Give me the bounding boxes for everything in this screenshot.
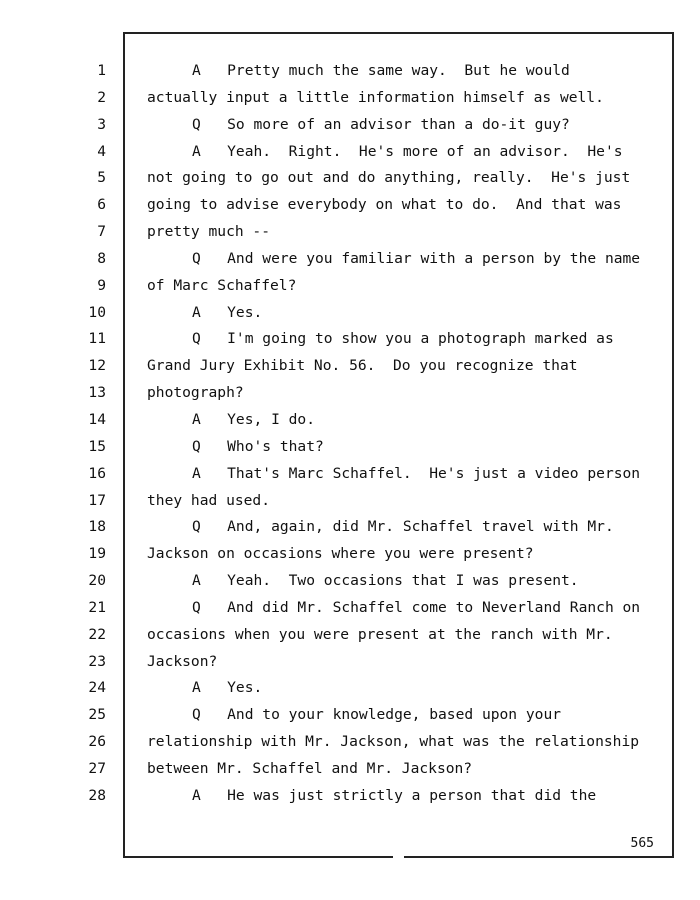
transcript-line: [0, 165, 700, 192]
line-number: 7: [97, 223, 106, 241]
line-text: Q And, again, did Mr. Schaffel travel with Mr.: [192, 518, 614, 536]
line-text: not going to go out and do anything, really. He's just: [147, 169, 631, 187]
line-number: 8: [97, 249, 106, 267]
line-text: relationship with Mr. Jackson, what was the relationship: [147, 733, 640, 751]
line-text: A Yes.: [192, 679, 263, 697]
line-number: 23: [88, 652, 106, 670]
transcript-line: [0, 353, 700, 380]
line-number: 16: [88, 464, 106, 482]
transcript-line: [0, 85, 700, 112]
line-number: 15: [88, 437, 106, 455]
line-text: A That's Marc Schaffel. He's just a video person: [192, 464, 641, 482]
line-number: 14: [88, 410, 106, 428]
transcript-line: [0, 326, 700, 353]
transcript-line: [0, 783, 700, 810]
line-number: 4: [97, 142, 106, 160]
transcript-line: [0, 729, 700, 756]
transcript-line: [0, 219, 700, 246]
transcript-line: [0, 380, 700, 407]
line-text: Q And to your knowledge, based upon your: [192, 706, 562, 724]
line-text: Q I'm going to show you a photograph marked as: [192, 330, 614, 348]
line-number: 6: [97, 196, 106, 214]
line-text: they had used.: [147, 491, 271, 509]
transcript-line: [0, 514, 700, 541]
transcript-line: [0, 675, 700, 702]
transcript-line: [0, 300, 700, 327]
line-text: Grand Jury Exhibit No. 56. Do you recognize that: [147, 357, 578, 375]
line-text: pretty much --: [147, 223, 271, 241]
transcript-lines: [0, 58, 700, 810]
transcript-line: [0, 702, 700, 729]
transcript-line: [0, 58, 700, 85]
line-text: Q Who's that?: [192, 437, 324, 455]
line-number: 5: [97, 169, 106, 187]
page-border-bottom-right: [404, 856, 674, 858]
transcript-line: [0, 649, 700, 676]
line-text: of Marc Schaffel?: [147, 276, 297, 294]
transcript-line: [0, 407, 700, 434]
line-number: 3: [97, 115, 106, 133]
page-border-bottom-left: [123, 856, 393, 858]
transcript-line: [0, 434, 700, 461]
line-number: 10: [88, 303, 106, 321]
transcript-line: [0, 461, 700, 488]
transcript-line: [0, 541, 700, 568]
transcript-line: [0, 273, 700, 300]
line-number: 24: [88, 679, 106, 697]
transcript-line: [0, 756, 700, 783]
line-text: A Yeah. Right. He's more of an advisor. He's: [192, 142, 623, 160]
line-text: Q And did Mr. Schaffel come to Neverland Ranch on: [192, 598, 641, 616]
line-text: Jackson?: [147, 652, 218, 670]
line-text: between Mr. Schaffel and Mr. Jackson?: [147, 759, 473, 777]
line-number: 27: [88, 759, 106, 777]
transcript-line: [0, 139, 700, 166]
line-number: 17: [88, 491, 106, 509]
line-text: photograph?: [147, 384, 244, 402]
transcript-line: [0, 568, 700, 595]
line-number: 18: [88, 518, 106, 536]
line-text: occasions when you were present at the ranch with Mr.: [147, 625, 613, 643]
line-text: going to advise everybody on what to do. And that was: [147, 196, 622, 214]
line-number: 9: [97, 276, 106, 294]
page-border-top: [123, 32, 674, 34]
line-number: 1: [97, 62, 106, 79]
transcript-line: [0, 192, 700, 219]
transcript-line: [0, 595, 700, 622]
line-text: actually input a little information himself as well.: [147, 88, 604, 106]
line-text: A Yes, I do.: [192, 410, 316, 428]
line-number: 11: [88, 330, 106, 348]
transcript-line: [0, 112, 700, 139]
line-text: Q So more of an advisor than a do-it guy?: [192, 115, 570, 133]
line-number: 20: [88, 572, 106, 590]
transcript-line: [0, 622, 700, 649]
line-number: 2: [97, 88, 106, 106]
line-number: 25: [88, 706, 106, 724]
page-number: 565: [630, 836, 654, 851]
line-number: 12: [88, 357, 106, 375]
line-number: 19: [88, 545, 106, 563]
line-number: 28: [88, 786, 106, 804]
line-text: A He was just strictly a person that did the: [192, 786, 597, 804]
transcript-line: [0, 488, 700, 515]
line-text: A Pretty much the same way. But he would: [192, 62, 570, 79]
transcript-line: [0, 246, 700, 273]
line-text: A Yes.: [192, 303, 263, 321]
line-number: 26: [88, 733, 106, 751]
line-text: Q And were you familiar with a person by the name: [192, 249, 641, 267]
line-number: 22: [88, 625, 106, 643]
line-number: 21: [88, 598, 106, 616]
line-text: A Yeah. Two occasions that I was present.: [192, 572, 579, 590]
line-number: 13: [88, 384, 106, 402]
line-text: Jackson on occasions where you were present?: [147, 545, 534, 563]
